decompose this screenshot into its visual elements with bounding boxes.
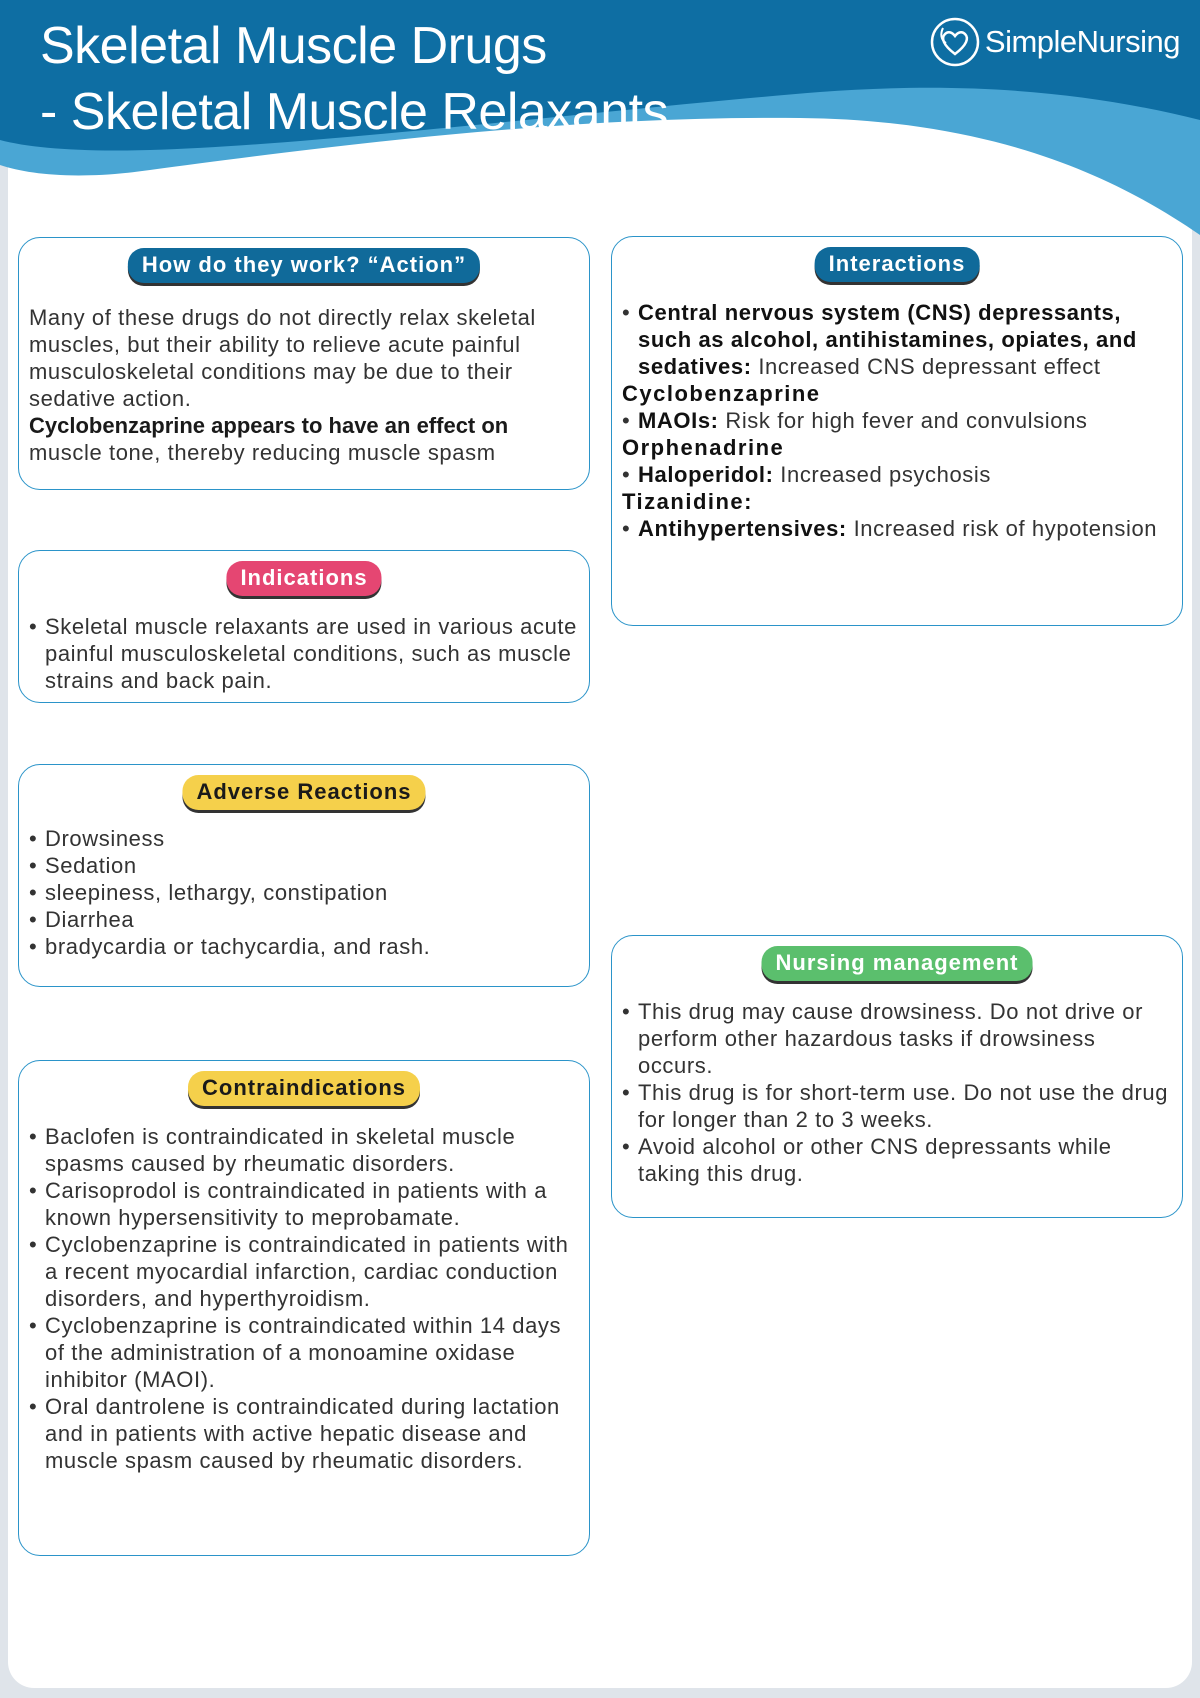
brand-name: SimpleNursing <box>984 24 1180 59</box>
interaction-haloperidol-drug: Haloperidol: <box>638 462 774 487</box>
interaction-cns <box>622 299 1170 380</box>
stethoscope-heart-icon <box>929 16 981 68</box>
action-body <box>29 304 577 466</box>
nursing-item: • Avoid alcohol or other CNS depressants while taking this drug. <box>622 1133 1170 1187</box>
action-paragraph: Many of these drugs do not directly relax skeletal muscles, but their ability to relieve acute painful musculoskeletal conditions may be due to their sedative action. <box>29 305 536 411</box>
action-cyclobenzaprine-cont: muscle tone, thereby reducing muscle spasm <box>29 440 496 465</box>
interaction-orphenadrine-head: Orphenadrine <box>622 435 785 460</box>
nursing-item: • This drug is for short-term use. Do not use the drug for longer than 2 to 3 weeks. <box>622 1079 1170 1133</box>
nursing-body <box>622 998 1170 1187</box>
contraindication-item: • Oral dantrolene is contraindicated during lactation and in patients with active hepatic disease and muscle spasm caused by rheumatic disorders. <box>29 1393 577 1474</box>
contraindications-card <box>18 1060 590 1556</box>
adverse-item: • Diarrhea <box>29 906 577 933</box>
contraindications-body <box>29 1123 577 1474</box>
adverse-label: Adverse Reactions <box>182 775 425 810</box>
action-card <box>18 237 590 490</box>
contraindication-item: • Baclofen is contraindicated in skeletal muscle spasms caused by rheumatic disorders. <box>29 1123 577 1177</box>
interaction-haloperidol <box>622 461 1170 488</box>
adverse-card <box>18 764 590 987</box>
interaction-antihypertensives-effect: Increased risk of hypotension <box>853 516 1158 541</box>
interaction-tizanidine-head: Tizanidine: <box>622 489 753 514</box>
interaction-cyclobenzaprine-head: Cyclobenzaprine <box>622 381 821 406</box>
indication-item: • Skeletal muscle relaxants are used in various acute painful musculoskeletal conditions, such as muscle strains and back pain. <box>29 613 577 694</box>
adverse-item: • Drowsiness <box>29 825 577 852</box>
brand-logo <box>929 16 1180 68</box>
adverse-body <box>29 825 577 960</box>
nursing-item: • This drug may cause drowsiness. Do not drive or perform other hazardous tasks if drowsiness occurs. <box>622 998 1170 1079</box>
contraindication-item: • Cyclobenzaprine is contraindicated within 14 days of the administration of a monoamine oxidase inhibitor (MAOI). <box>29 1312 577 1393</box>
action-cyclobenzaprine: Cyclobenzaprine appears to have an effect on <box>29 413 509 438</box>
interaction-maoi-drug: MAOIs: <box>638 408 719 433</box>
interaction-cns-effect: Increased CNS depressant effect <box>758 354 1101 379</box>
interaction-maoi <box>622 407 1170 434</box>
contraindication-item: • Cyclobenzaprine is contraindicated in patients with a recent myocardial infarction, cardiac conduction disorders, and hyperthyroidism. <box>29 1231 577 1312</box>
interaction-haloperidol-effect: Increased psychosis <box>780 462 991 487</box>
adverse-item: • Sedation <box>29 852 577 879</box>
interaction-antihypertensives-drug: Antihypertensives: <box>638 516 847 541</box>
indications-label: Indications <box>226 561 381 596</box>
adverse-item: • sleepiness, lethargy, constipation <box>29 879 577 906</box>
interaction-cns-drugs: Central nervous system (CNS) depressants, such as alcohol, antihistamines, opiates, and sedatives: <box>638 300 1137 379</box>
contraindications-label: Contraindications <box>188 1071 420 1106</box>
contraindication-item: • Carisoprodol is contraindicated in patients with a known hypersensitivity to meprobamate. <box>29 1177 577 1231</box>
interaction-antihypertensives <box>622 515 1170 542</box>
indications-body <box>29 613 577 694</box>
interactions-body <box>622 299 1170 542</box>
page-title-line1: Skeletal Muscle Drugs <box>40 17 547 75</box>
adverse-item: • bradycardia or tachycardia, and rash. <box>29 933 577 960</box>
interactions-label: Interactions <box>815 247 980 282</box>
nursing-card <box>611 935 1183 1218</box>
nursing-label: Nursing management <box>762 946 1033 981</box>
indications-card <box>18 550 590 703</box>
action-label: How do they work? “Action” <box>128 248 480 283</box>
page-title-line2: - Skeletal Muscle Relaxants <box>40 83 669 141</box>
interaction-maoi-effect: Risk for high fever and convulsions <box>725 408 1088 433</box>
interactions-card <box>611 236 1183 626</box>
